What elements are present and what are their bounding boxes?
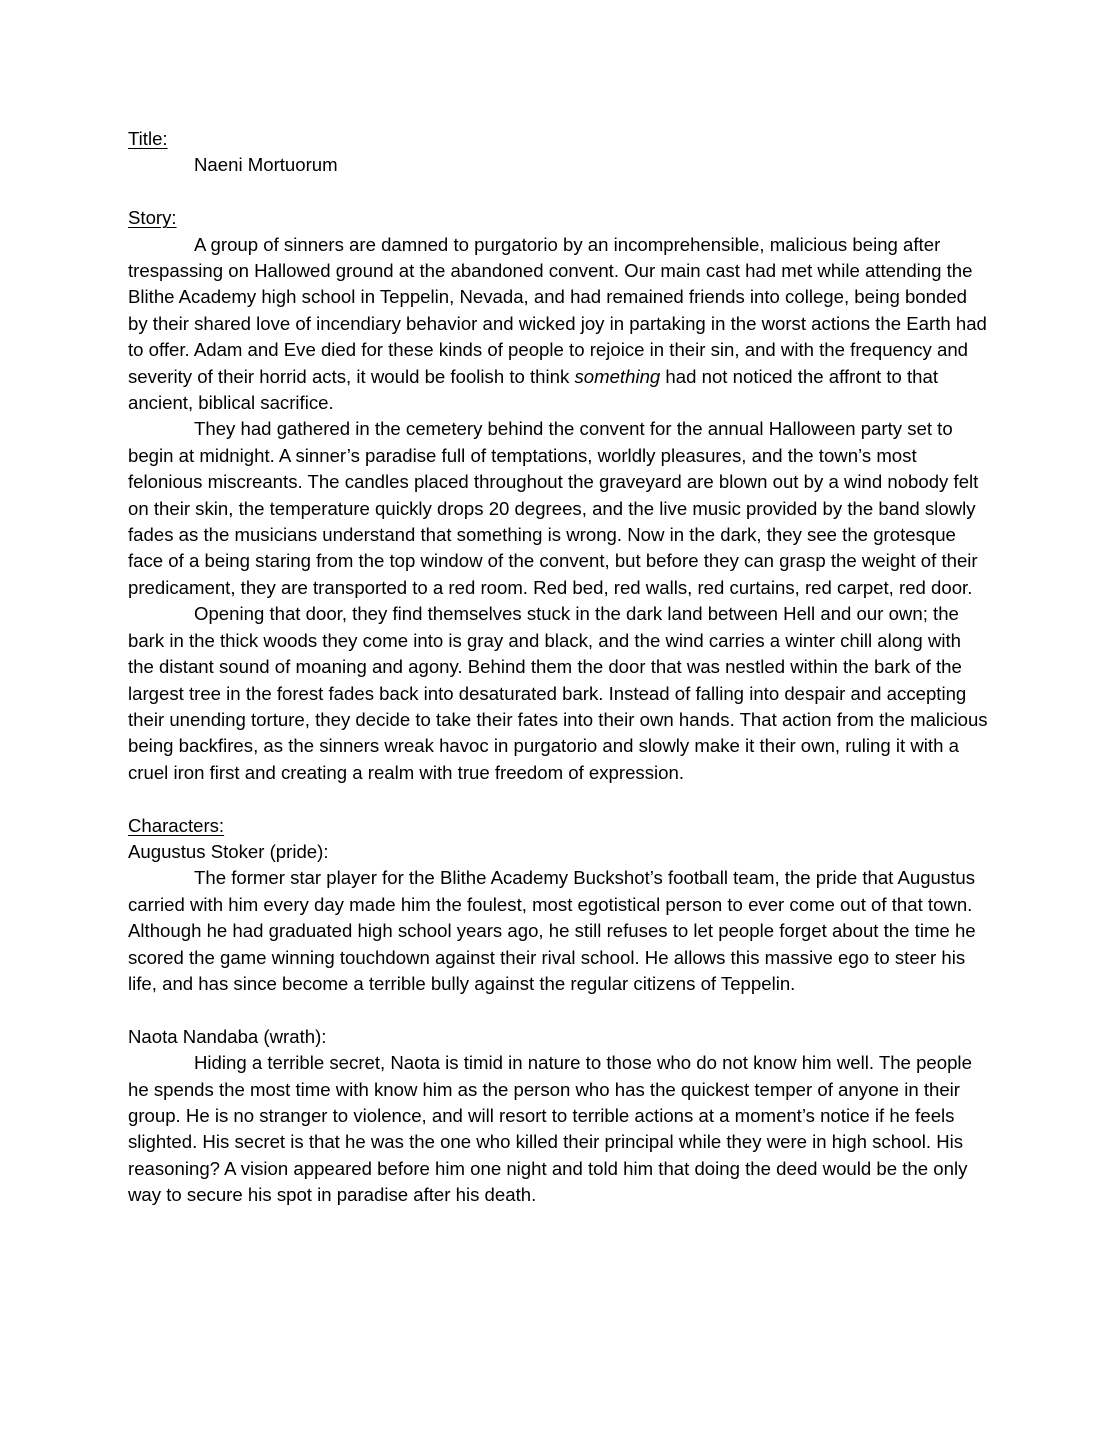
story-heading: Story: bbox=[128, 207, 177, 229]
title-value: Naeni Mortuorum bbox=[194, 154, 338, 176]
story-paragraph-1-emphasis: something bbox=[574, 365, 661, 387]
spacer bbox=[128, 997, 988, 1023]
story-paragraph-2: They had gathered in the cemetery behind the convent for the annual Halloween party set to begin at midnight. A sinner’s paradise full of temptations, worldly pleasures, and the town’s most felonious miscreants. The candles placed throughout the graveyard are blown out by a wind nobody felt on their skin, the temperature quickly drops 20 degrees, and the live music provided by the band slowly fades as the musicians understand that something is wrong. Now in the dark, they see the grotesque face of a being staring from the top window of the convent, but before they can grasp the weight of their predicament, they are transported to a red room. Red bed, red walls, red curtains, red carpet, red door. bbox=[128, 418, 979, 598]
characters-heading: Characters: bbox=[128, 814, 225, 836]
story-paragraph-1-text: A group of sinners are damned to purgatorio by an incomprehensible, malicious being after trespassing on Hallowed ground at the abandoned convent. Our main cast had met while attending the Blithe Academy high school in Teppelin, Nevada, and had remained friends into college, being bonded by their shared love of incendiary behavior and wicked joy in partaking in the worst actions the Earth had to offer. Adam and Eve died for these kinds of people to rejoice in their sin, and with the frequency and severity of their horrid acts, it would be foolish to think bbox=[128, 233, 987, 387]
character-description: The former star player for the Blithe Academy Buckshot’s football team, the pride that Augustus carried with him every day made him the foulest, most egotistical person to ever come out of that town. Although he had graduated high school years ago, he still refuses to let people forget about the time he scored the game winning touchdown against their rival school. He allows this massive ego to steer his life, and has since become a terrible bully against the regular citizens of Teppelin. bbox=[128, 867, 976, 994]
story-paragraph-1-tail: had not noticed the affront to that ancient, biblical sacrifice. bbox=[128, 365, 939, 414]
story-paragraph-1 bbox=[128, 232, 988, 417]
story-paragraph-3: Opening that door, they find themselves stuck in the dark land between Hell and our own; the bark in the thick woods they come into is gray and black, and the wind carries a winter chill along with the distant sound of moaning and agony. Behind them the door that was nestled within the bark of the largest tree in the forest fades back into desaturated bark. Instead of falling into despair and accepting their unending torture, they decide to take their fates into their own hands. That action from the malicious being backfires, as the sinners wreak havoc in purgatorio and slowly make it their own, ruling it with a cruel iron first and creating a realm with true freedom of expression. bbox=[128, 603, 988, 783]
title-heading: Title: bbox=[128, 128, 168, 149]
character-name: Augustus Stoker (pride): bbox=[128, 840, 329, 862]
spacer bbox=[128, 179, 988, 205]
document-body bbox=[128, 126, 988, 1209]
character-name: Naota Nandaba (wrath): bbox=[128, 1025, 327, 1047]
spacer bbox=[128, 786, 988, 812]
character-description: Hiding a terrible secret, Naota is timid in nature to those who do not know him well. The people he spends the most time with know him as the person who has the quickest temper of anyone in their group. He is no stranger to violence, and will resort to terrible actions at a moment’s notice if he feels slighted. His secret is that he was the one who killed their principal while they were in high school. His reasoning? A vision appeared before him one night and told him that doing the deed would be the only way to secure his spot in paradise after his death. bbox=[128, 1052, 972, 1206]
